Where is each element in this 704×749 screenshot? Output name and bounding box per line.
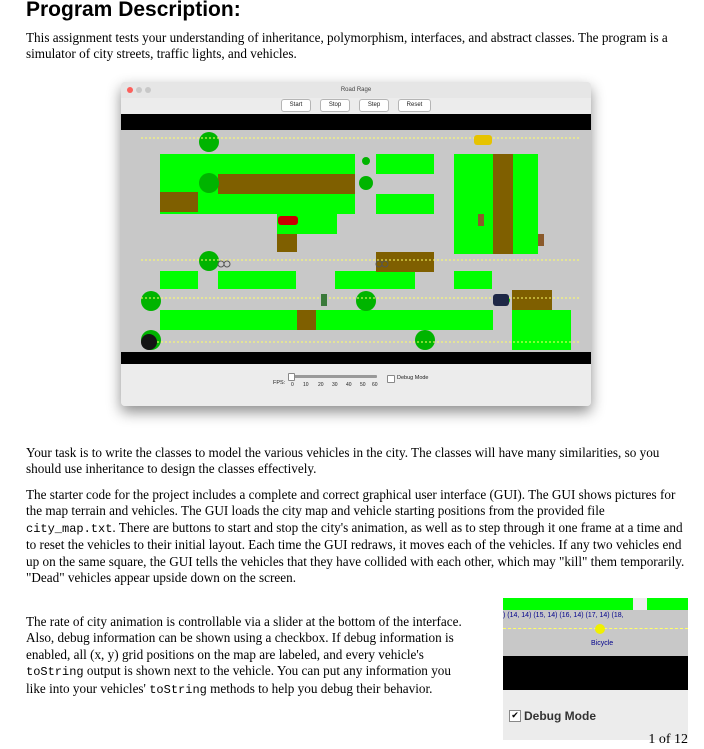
intro-paragraph: This assignment tests your understanding of inheritance, polymorphism, interfaces, and abstract classes. The program is a simulator of city streets, traffic lights, and vehicles.	[26, 30, 668, 62]
page-heading: Program Description:	[26, 0, 241, 21]
debug-mode-label: Debug Mode	[397, 375, 429, 381]
debug-mode-checkbox[interactable]	[387, 375, 395, 383]
window-titlebar	[121, 82, 591, 98]
minimize-window-icon[interactable]	[136, 87, 142, 93]
debug-mode-screenshot	[503, 598, 688, 740]
slider-tick-label: 50	[360, 382, 366, 388]
slider-tick-label: 60	[372, 382, 378, 388]
vehicle-debug-label: Bicycle	[591, 640, 614, 647]
page-number: 1 of 12	[648, 732, 688, 747]
animation-rate-paragraph	[26, 614, 468, 698]
controls-footer	[121, 364, 591, 406]
fps-slider[interactable]	[291, 375, 377, 378]
slider-tick-label: 40	[346, 382, 352, 388]
traffic-light-icon	[595, 624, 605, 634]
slider-tick-label: 0	[291, 382, 294, 388]
para2-text: The starter code for the project includes a complete and correct graphical user interface (GUI). The GUI shows pictures for the map terrain and vehicles. The GUI loads the city map and vehicle starting positions from the provided file	[26, 487, 676, 519]
car-icon	[278, 216, 298, 225]
reset-button[interactable]: Reset	[398, 99, 431, 112]
window-title: Road Rage	[340, 87, 372, 93]
slider-tick-label: 10	[303, 382, 309, 388]
step-button[interactable]: Step	[359, 99, 389, 112]
para3-text-mid: output is shown next to the vehicle. You can put any information you like into your vehicles'	[26, 663, 451, 696]
task-paragraph: Your task is to write the classes to model the various vehicles in the city. The classes will have many similarities, so you should use inheritance to design the classes effectively.	[26, 445, 660, 477]
truck-icon	[493, 294, 509, 306]
close-window-icon[interactable]	[127, 87, 133, 93]
slider-tick-label: 20	[318, 382, 324, 388]
car-icon	[474, 135, 492, 145]
tostring-code: toString	[26, 665, 84, 680]
starter-code-paragraph	[26, 487, 686, 586]
road-rage-window	[121, 82, 591, 406]
para3-text: The rate of city animation is controllable via a slider at the bottom of the interface. Also, debug information can be shown using a checkbox. If debug information is enabled, all (x, y) grid positions on the map are labeled, and every vehicle's	[26, 614, 462, 662]
motorcycle-icon	[141, 334, 157, 350]
human-icon	[538, 234, 544, 246]
slider-tick-label: 30	[332, 382, 338, 388]
city-map	[121, 114, 591, 364]
fps-slider-thumb[interactable]	[288, 373, 295, 381]
start-button[interactable]: Start	[281, 99, 311, 112]
para3-text-end: methods to help you debug their behavior.	[206, 680, 433, 696]
human-icon	[478, 214, 484, 226]
fps-label: FPS:	[273, 380, 286, 386]
grid-coordinates: ) (14, 14) (15, 14) (16, 14) (17, 14) (18,	[503, 612, 624, 619]
tostring-code: toString	[149, 682, 207, 697]
filename-code: city_map.txt	[26, 521, 113, 536]
debug-mode-label-large: Debug Mode	[524, 709, 596, 723]
maximize-window-icon[interactable]	[145, 87, 151, 93]
para2-text-end: . There are buttons to start and stop the city's animation, as well as to step through it one frame at a time and to reset the vehicles to their initial layout. Each time the GUI redraws, it moves each of the vehicles. If any two vehicles end up on the same square, the GUI tells the vehicles that they have collided with each other, which may "kill" them temporarily. "Dead" vehicles appear upside down on the screen.	[26, 519, 685, 586]
human-icon	[321, 294, 327, 306]
stop-button[interactable]: Stop	[320, 99, 350, 112]
debug-mode-checkbox-checked[interactable]: ✔	[509, 710, 521, 722]
